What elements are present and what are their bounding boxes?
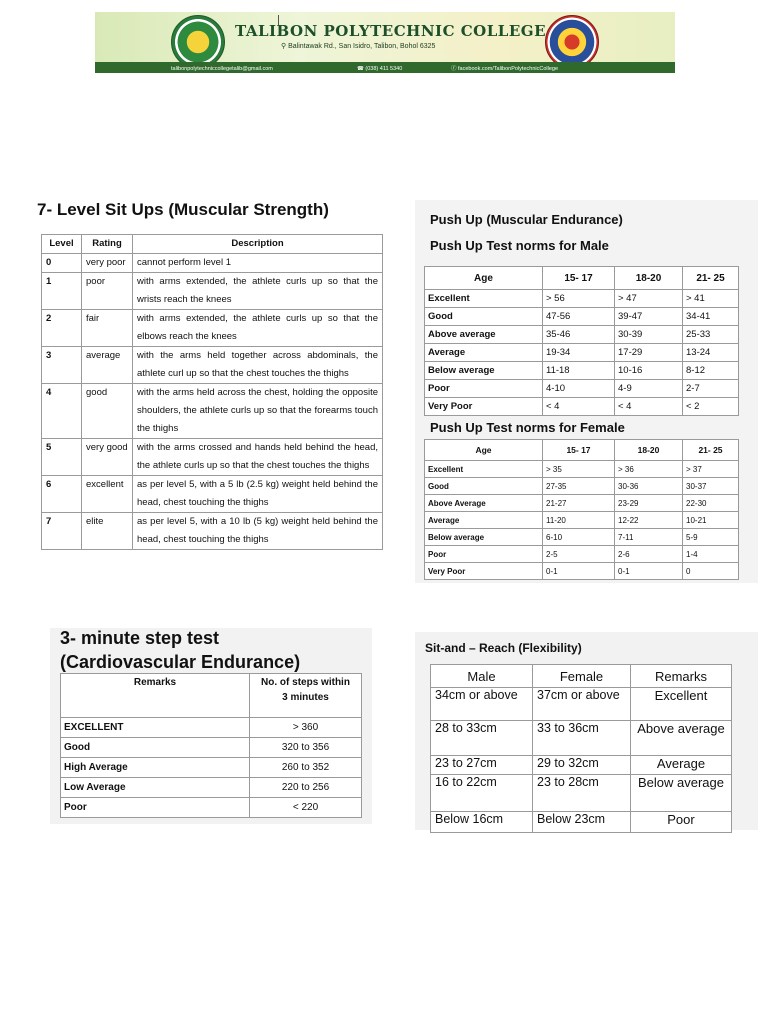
table-row — [425, 308, 739, 326]
value-cell: > 56 — [543, 290, 615, 308]
steps-cell: > 360 — [250, 718, 362, 738]
table-row — [61, 778, 362, 798]
table-row — [425, 398, 739, 416]
description-cell: with arms extended, the athlete curls up so that the wrists reach the knees — [133, 273, 383, 310]
value-cell: 1-4 — [683, 546, 739, 563]
address-text: Balintawak Rd., San Isidro, Talibon, Bohol 6325 — [288, 43, 436, 50]
female-cell: 23 to 28cm — [533, 775, 631, 812]
table-row — [425, 529, 739, 546]
remark-cell: EXCELLENT — [61, 718, 250, 738]
college-name: TALIBON POLYTECHNIC COLLEGE — [235, 22, 547, 40]
table-row — [425, 344, 739, 362]
level-cell: 7 — [42, 513, 82, 550]
value-cell: > 41 — [683, 290, 739, 308]
female-cell: 33 to 36cm — [533, 721, 631, 756]
college-seal-logo — [171, 15, 225, 69]
header-age: Age — [425, 267, 543, 290]
table-row — [42, 476, 383, 513]
table-row — [425, 326, 739, 344]
value-cell: > 37 — [683, 461, 739, 478]
situps-table — [41, 234, 383, 550]
value-cell: 30-37 — [683, 478, 739, 495]
rating-cell: excellent — [82, 476, 133, 513]
table-row — [42, 384, 383, 439]
rating-cell: fair — [82, 310, 133, 347]
remark-cell: High Average — [61, 758, 250, 778]
header-steps-line1: No. of steps within — [261, 677, 350, 688]
steptest-title — [60, 626, 300, 674]
rating-label: Poor — [425, 546, 543, 563]
level-cell: 6 — [42, 476, 82, 513]
rating-label: Good — [425, 478, 543, 495]
rating-label: Below average — [425, 529, 543, 546]
table-row — [431, 688, 732, 721]
value-cell: 23-29 — [615, 495, 683, 512]
value-cell: 27-35 — [543, 478, 615, 495]
female-cell: 37cm or above — [533, 688, 631, 721]
pushup-female-table — [424, 439, 739, 580]
value-cell: 2-5 — [543, 546, 615, 563]
rating-label: Very Poor — [425, 563, 543, 580]
value-cell: < 4 — [543, 398, 615, 416]
rating-cell: poor — [82, 273, 133, 310]
table-row — [425, 461, 739, 478]
sitreach-title: Sit-and – Reach (Flexibility) — [425, 641, 582, 655]
description-cell: with arms extended, the athlete curls up so that the elbows reach the knees — [133, 310, 383, 347]
value-cell: 47-56 — [543, 308, 615, 326]
steps-cell: 260 to 352 — [250, 758, 362, 778]
rating-label: Above Average — [425, 495, 543, 512]
table-row — [61, 738, 362, 758]
pushup-male-title: Push Up Test norms for Male — [430, 238, 609, 253]
remark-cell: Below average — [631, 775, 732, 812]
remark-cell: Poor — [61, 798, 250, 818]
rating-label: Above average — [425, 326, 543, 344]
header-age-15-17: 15- 17 — [543, 267, 615, 290]
value-cell: 17-29 — [615, 344, 683, 362]
rating-label: Very Poor — [425, 398, 543, 416]
remark-cell: Above average — [631, 721, 732, 756]
table-row — [42, 273, 383, 310]
value-cell: < 2 — [683, 398, 739, 416]
value-cell: 0-1 — [543, 563, 615, 580]
table-row — [61, 798, 362, 818]
value-cell: 5-9 — [683, 529, 739, 546]
level-cell: 3 — [42, 347, 82, 384]
steptest-table — [60, 673, 362, 818]
table-header-row — [42, 235, 383, 254]
facebook-text: facebook.com/TalibonPolytechnicCollege — [458, 66, 559, 72]
description-cell: as per level 5, with a 10 lb (5 kg) weight held behind the head, chest touching the thighs — [133, 513, 383, 550]
steptest-title-line2: (Cardiovascular Endurance) — [60, 652, 301, 672]
table-header-row — [431, 665, 732, 688]
value-cell: 13-24 — [683, 344, 739, 362]
male-cell: 23 to 27cm — [431, 756, 533, 775]
sitreach-table — [430, 664, 732, 833]
table-row — [42, 513, 383, 550]
rating-cell: elite — [82, 513, 133, 550]
remark-cell: Poor — [631, 812, 732, 833]
rating-cell: average — [82, 347, 133, 384]
rating-label: Excellent — [425, 290, 543, 308]
table-row — [425, 380, 739, 398]
table-row — [42, 310, 383, 347]
rating-label: Good — [425, 308, 543, 326]
value-cell: 30-36 — [615, 478, 683, 495]
value-cell: 0-1 — [615, 563, 683, 580]
table-row — [431, 812, 732, 833]
college-header-banner — [95, 12, 675, 73]
level-cell: 2 — [42, 310, 82, 347]
rating-label: Average — [425, 344, 543, 362]
steps-cell: 220 to 256 — [250, 778, 362, 798]
rating-cell: very good — [82, 439, 133, 476]
table-header-row — [425, 440, 739, 461]
level-cell: 0 — [42, 254, 82, 273]
facebook-icon: ⓕ — [451, 66, 459, 72]
level-cell: 1 — [42, 273, 82, 310]
value-cell: 34-41 — [683, 308, 739, 326]
value-cell: 10-21 — [683, 512, 739, 529]
value-cell: 4-9 — [615, 380, 683, 398]
value-cell: > 36 — [615, 461, 683, 478]
table-row — [431, 775, 732, 812]
level-cell: 4 — [42, 384, 82, 439]
level-cell: 5 — [42, 439, 82, 476]
male-cell: 28 to 33cm — [431, 721, 533, 756]
value-cell: 2-7 — [683, 380, 739, 398]
table-row — [431, 756, 732, 775]
value-cell: 22-30 — [683, 495, 739, 512]
table-row — [425, 563, 739, 580]
table-row — [425, 512, 739, 529]
value-cell: 21-27 — [543, 495, 615, 512]
value-cell: 12-22 — [615, 512, 683, 529]
header-level: Level — [42, 235, 82, 254]
value-cell: 0 — [683, 563, 739, 580]
value-cell: 4-10 — [543, 380, 615, 398]
table-row — [42, 347, 383, 384]
value-cell: 7-11 — [615, 529, 683, 546]
remark-cell: Average — [631, 756, 732, 775]
table-row — [425, 362, 739, 380]
description-cell: with the arms held across the chest, holding the opposite shoulders, the athlete curls up so that the forearms touch the thighs — [133, 384, 383, 439]
steps-cell: < 220 — [250, 798, 362, 818]
college-address — [281, 42, 435, 50]
value-cell: 35-46 — [543, 326, 615, 344]
table-header-row — [61, 674, 362, 718]
situps-title: 7- Level Sit Ups (Muscular Strength) — [37, 200, 329, 219]
male-cell: Below 16cm — [431, 812, 533, 833]
description-cell: with the arms held together across abdominals, the athlete curl up so that the chest touches the thighs — [133, 347, 383, 384]
value-cell: 10-16 — [615, 362, 683, 380]
steptest-title-line1: 3- minute step test — [60, 628, 220, 648]
value-cell: 11-20 — [543, 512, 615, 529]
value-cell: 39-47 — [615, 308, 683, 326]
table-row — [61, 758, 362, 778]
table-row — [431, 721, 732, 756]
phone-icon: ☎ — [357, 66, 366, 72]
rating-label: Below average — [425, 362, 543, 380]
pushup-title: Push Up (Muscular Endurance) — [430, 212, 623, 227]
value-cell: > 35 — [543, 461, 615, 478]
contact-strip — [95, 62, 675, 73]
table-row — [425, 495, 739, 512]
header-age-15-17: 15- 17 — [543, 440, 615, 461]
description-cell: cannot perform level 1 — [133, 254, 383, 273]
pushup-male-table — [424, 266, 739, 416]
header-male: Male — [431, 665, 533, 688]
header-description: Description — [133, 235, 383, 254]
header-age-18-20: 18-20 — [615, 267, 683, 290]
header-age-21-25: 21- 25 — [683, 440, 739, 461]
value-cell: 25-33 — [683, 326, 739, 344]
steps-cell: 320 to 356 — [250, 738, 362, 758]
rating-label: Average — [425, 512, 543, 529]
header-age-18-20: 18-20 — [615, 440, 683, 461]
contact-email: talibonpolytechniccollegetalib@gmail.com — [171, 66, 273, 72]
table-row — [42, 439, 383, 476]
table-row — [42, 254, 383, 273]
remark-cell: Low Average — [61, 778, 250, 798]
male-cell: 16 to 22cm — [431, 775, 533, 812]
header-age: Age — [425, 440, 543, 461]
header-remarks: Remarks — [61, 674, 250, 718]
rating-cell: very poor — [82, 254, 133, 273]
partner-seal-logo — [545, 15, 599, 69]
value-cell: < 4 — [615, 398, 683, 416]
remark-cell: Excellent — [631, 688, 732, 721]
value-cell: 30-39 — [615, 326, 683, 344]
value-cell: 2-6 — [615, 546, 683, 563]
header-age-21-25: 21- 25 — [683, 267, 739, 290]
header-rating: Rating — [82, 235, 133, 254]
table-row — [61, 718, 362, 738]
male-cell: 34cm or above — [431, 688, 533, 721]
rating-cell: good — [82, 384, 133, 439]
header-remarks: Remarks — [631, 665, 732, 688]
remark-cell: Good — [61, 738, 250, 758]
value-cell: 11-18 — [543, 362, 615, 380]
value-cell: 8-12 — [683, 362, 739, 380]
table-header-row — [425, 267, 739, 290]
table-row — [425, 478, 739, 495]
value-cell: 19-34 — [543, 344, 615, 362]
description-cell: as per level 5, with a 5 lb (2.5 kg) weight held behind the head, chest touching the thighs — [133, 476, 383, 513]
rating-label: Excellent — [425, 461, 543, 478]
contact-phone — [357, 66, 402, 72]
rating-label: Poor — [425, 380, 543, 398]
pushup-female-title: Push Up Test norms for Female — [430, 420, 625, 435]
value-cell: > 47 — [615, 290, 683, 308]
table-row — [425, 290, 739, 308]
description-cell: with the arms crossed and hands held behind the head, the athlete curls up so that the chest touches the thighs — [133, 439, 383, 476]
location-pin-icon: ⚲ — [281, 43, 289, 50]
header-female: Female — [533, 665, 631, 688]
header-steps — [250, 674, 362, 718]
phone-text: (038) 411 5340 — [365, 66, 403, 72]
female-cell: Below 23cm — [533, 812, 631, 833]
female-cell: 29 to 32cm — [533, 756, 631, 775]
header-steps-line2: 3 minutes — [282, 692, 329, 703]
table-row — [425, 546, 739, 563]
value-cell: 6-10 — [543, 529, 615, 546]
contact-facebook — [451, 64, 558, 72]
